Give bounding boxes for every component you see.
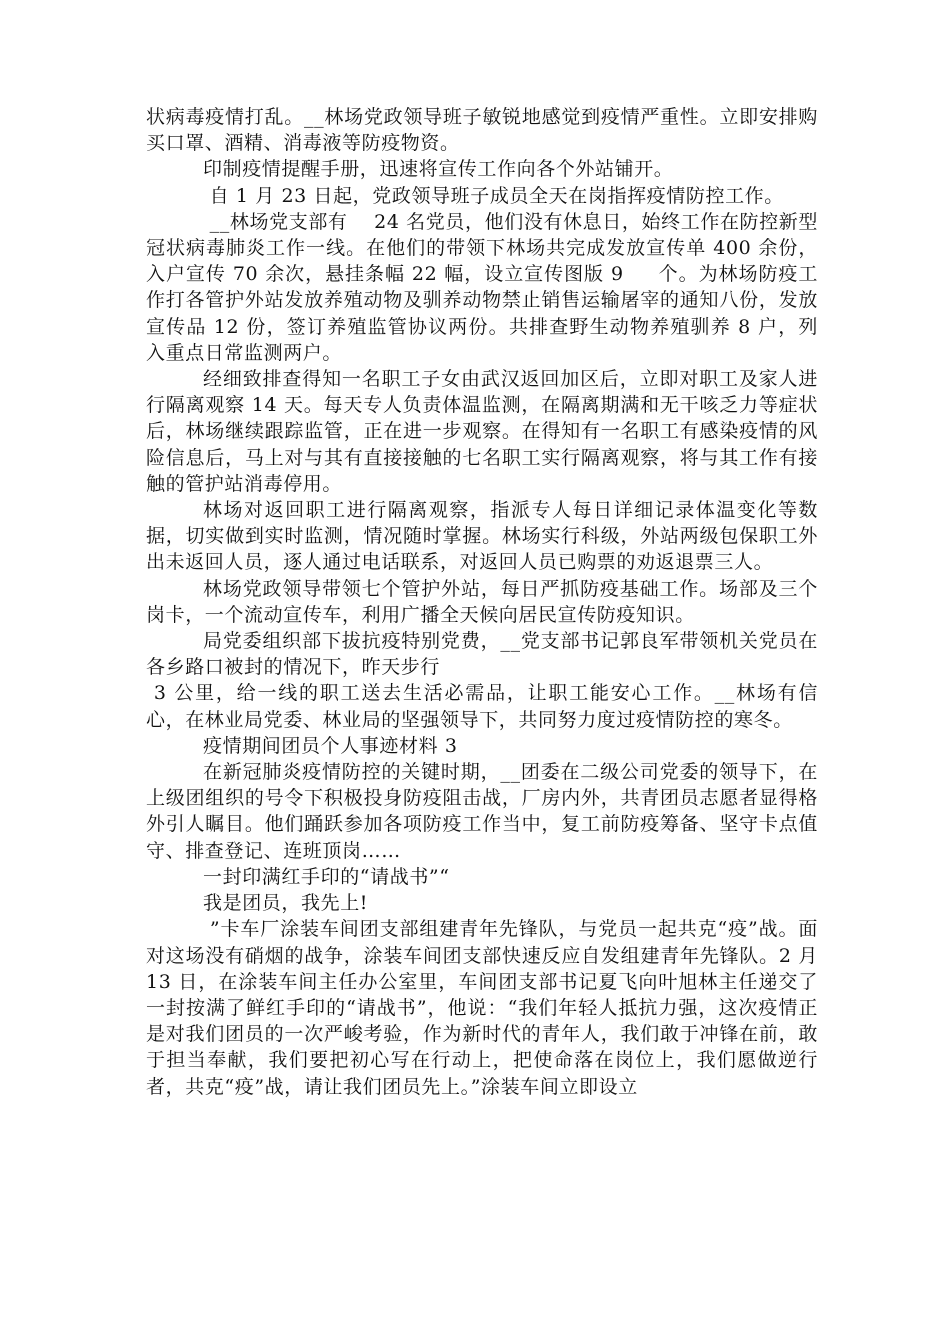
paragraph: 我是团员，我先上! [203,892,369,915]
body-text [146,104,825,1100]
paragraph: ”卡车厂涂装车间团支部组建青年先锋队，与党员一起共克“疫”战。面对这场没有硝烟的战争，涂装车间团支部快速反应自发组建青年先锋队。2 月 13 日，在涂装车间主任办公室里，车间团支部书记夏飞向叶旭林主任递交了一封按满了鲜红手印的“请战书”，他说：“我们年轻人抵抗力强，这次疫情正是对我们团员的一次严峻考验，作为新时代的青年人，我们敢于冲锋在前，敢于担当奉献，我们要把初心写在行动上，把使命落在岗位上，我们愿做逆行者，共克“疫”战，请让我们团员先上。”涂装车间立即设立 [146,918,825,1098]
paragraph: 在新冠肺炎疫情防控的关键时期，__团委在二级公司党委的领导下，在上级团组织的号令下积极投身防疫阻击战，厂房内外，共青团员志愿者显得格外引人瞩目。他们踊跃参加各项防疫工作当中，复工前防疫筹备、坚守卡点值守、排查登记、连班顶岗…… [146,761,818,862]
paragraph: 林场对返回职工进行隔离观察，指派专人每日详细记录体温变化等数据，切实做到实时监测，情况随时掌握。林场实行科级，外站两级包保职工外出未返回人员，逐人通过电话联系，对返回人员已购票的劝返退票三人。 [146,499,818,574]
paragraph: __林场党支部有 24 名党员，他们没有休息日，始终工作在防控新型冠状病毒肺炎工作一线。在他们的带领下林场共完成发放宣传单 400 余份，入户宣传 70 余次，悬挂条幅 22 幅，设立宣传图版 9 个。为林场防疫工作打各管护外站发放养殖动物及驯养动物禁止销售运输屠宰的通知八份，发放宣传品 12 份，签订养殖监管协议两份。共排查野生动物养殖驯养 8 户，列入重点日常监测两户。 [146,210,818,364]
paragraph: 经细致排查得知一名职工子女由武汉返回加区后，立即对职工及家人进行隔离观察 14 天。每天专人负责体温监测，在隔离期满和无干咳乏力等症状后，林场继续跟踪监管，正在进一步观察。在得知有一名职工有感染疫情的风险信息后，马上对与其有直接接触的七名职工实行隔离观察，将与其工作有接触的管护站消毒停用。 [146,368,818,495]
paragraph: 状病毒疫情打乱。__林场党政领导班子敏锐地感觉到疫情严重性。立即安排购买口罩、酒精、消毒液等防疫物资。 [146,106,818,155]
paragraph: 林场党政领导带领七个管护外站，每日严抓防疫基础工作。场部及三个岗卡，一个流动宣传车，利用广播全天候向居民宣传防疫知识。 [146,577,818,626]
paragraph: 一封印满红手印的“请战书”“ [203,865,450,888]
paragraph: 3 公里，给一线的职工送去生活必需品，让职工能安心工作。__林场有信心，在林业局党委、林业局的坚强领导下，共同努力度过疫情防控的寒冬。 [146,682,819,731]
paragraph: 印制疫情提醒手册，迅速将宣传工作向各个外站铺开。 [203,158,674,181]
paragraph: 局党委组织部下拔抗疫特别党费，__党支部书记郭良军带领机关党员在各乡路口被封的情况下，昨天步行 [146,630,818,679]
paragraph: 自 1 月 23 日起，党政领导班子成员全天在岗指挥疫情防控工作。 [203,184,784,207]
section-heading: 疫情期间团员个人事迹材料 3 [203,734,458,757]
